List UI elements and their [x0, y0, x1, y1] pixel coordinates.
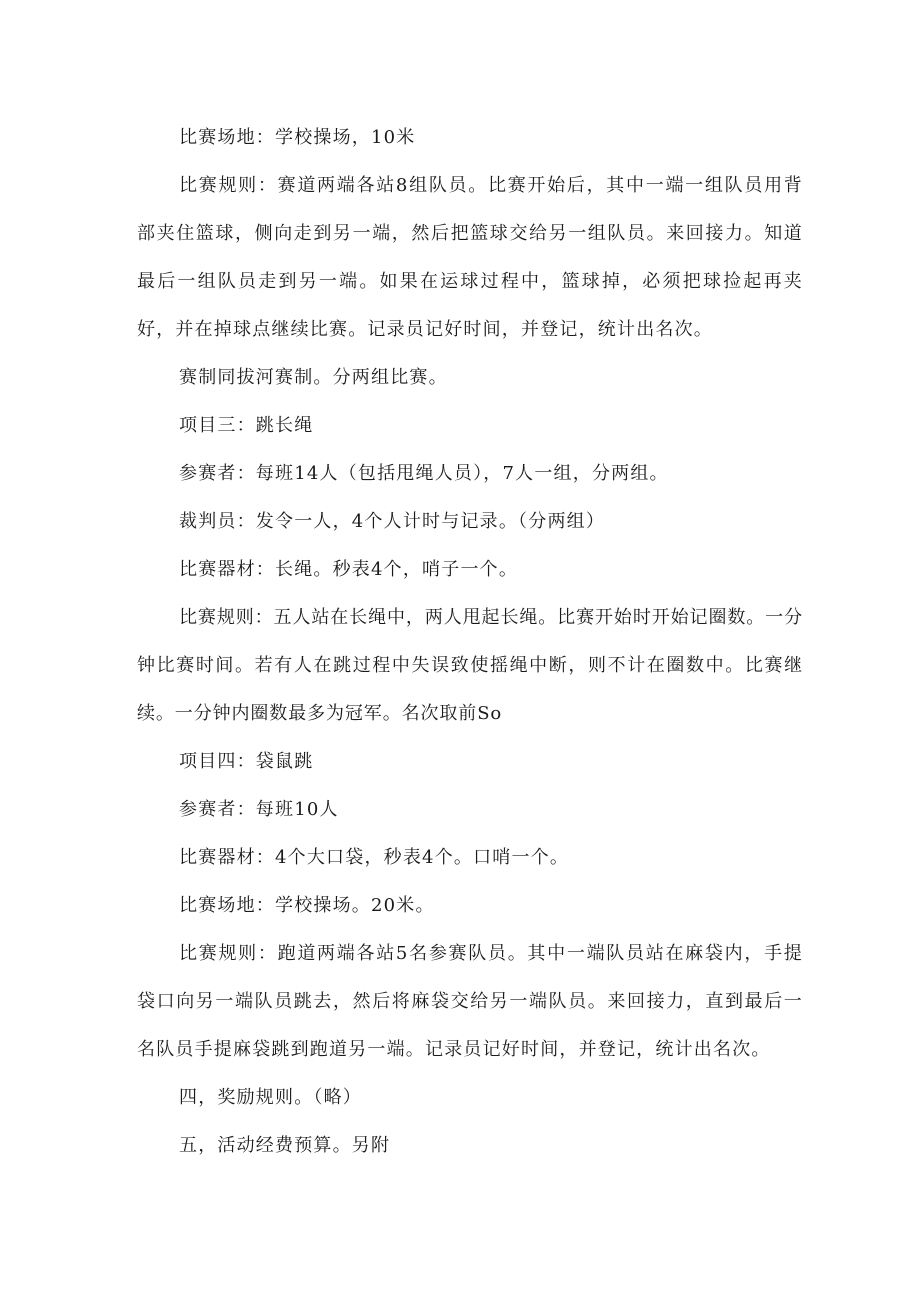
paragraph-relay-venue: 比赛场地：学校操场，10米 — [179, 127, 416, 148]
paragraph-relay-rules: 比赛规则：赛道两端各站8组队员。比赛开始后，其中一端一组队员用背部夹住篮球，侧向走到另一端，然后把篮球交给另一组队员。来回接力。知道最后一组队员走到另一端。如果在运球过程中，篮球掉，必须把球捡起再夹好，并在掉球点继续比赛。记录员记好时间，并登记，统计出名次。 — [137, 175, 803, 340]
document-page — [137, 114, 803, 1170]
paragraph-event-4-participants: 参赛者：每班10人 — [179, 799, 339, 820]
paragraph-event-3-equipment: 比赛器材：长绳。秒表4个，哨子一个。 — [179, 559, 519, 580]
paragraph-event-4-venue: 比赛场地：学校操场。20米。 — [179, 895, 435, 916]
heading-section-5-budget: 五，活动经费预算。另附 — [179, 1135, 391, 1156]
paragraph-event-4-rules: 比赛规则：跑道两端各站5名参赛队员。其中一端队员站在麻袋内，手提袋口向另一端队员跳去，然后将麻袋交给另一端队员。来回接力，直到最后一名队员手提麻袋跳到跑道另一端。记录员记好时间，并登记，统计出名次。 — [137, 943, 803, 1060]
paragraph-event-4-equipment: 比赛器材：4个大口袋，秒表4个。口哨一个。 — [179, 847, 570, 868]
paragraph-event-3-rules: 比赛规则：五人站在长绳中，两人甩起长绳。比赛开始时开始记圈数。一分钟比赛时间。若有人在跳过程中失误致使摇绳中断，则不计在圈数中。比赛继续。一分钟内圈数最多为冠军。名次取前So — [137, 607, 803, 724]
paragraph-event-3-participants: 参赛者：每班14人（包括甩绳人员），7人一组，分两组。 — [179, 463, 669, 484]
heading-section-4-rewards: 四，奖励规则。（略） — [179, 1087, 362, 1108]
heading-event-4: 项目四：袋鼠跳 — [179, 751, 314, 772]
paragraph-event-3-referees: 裁判员：发令一人，4个人计时与记录。（分两组） — [179, 511, 606, 532]
heading-event-3: 项目三：跳长绳 — [179, 415, 314, 436]
paragraph-relay-format: 赛制同拔河赛制。分两组比赛。 — [179, 367, 448, 388]
